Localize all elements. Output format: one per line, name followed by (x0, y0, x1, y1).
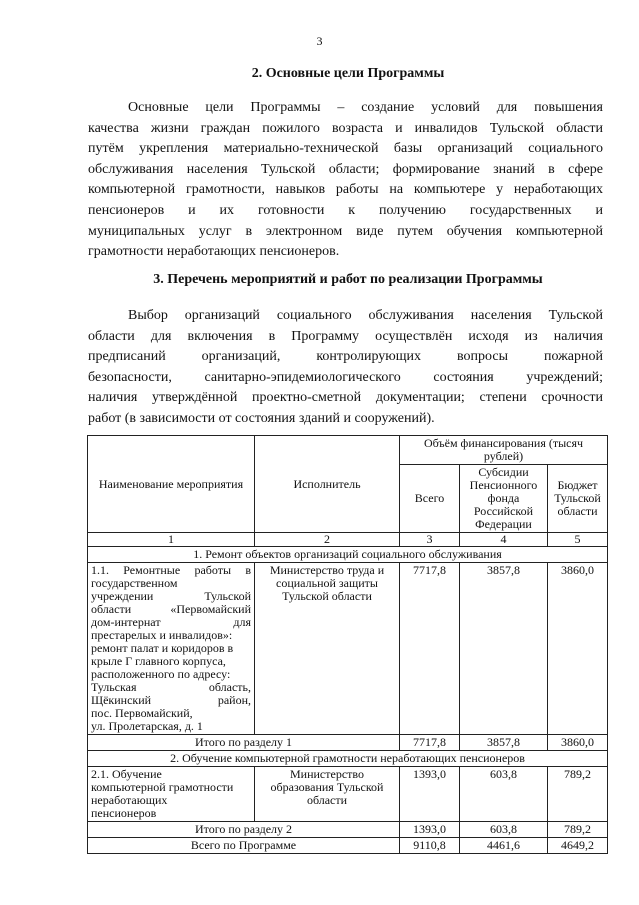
subtotal-row (88, 822, 608, 838)
activity-name-line: дом-интернат для (91, 615, 251, 629)
subtotal-pension-fund: 3857,8 (460, 735, 548, 751)
activity-name-line: престарелых и инвалидов»: (91, 628, 233, 642)
activity-name-line: учреждении Тульской (91, 589, 251, 603)
activity-name-line: 1.1. Ремонтные работы в (91, 563, 251, 577)
activity-name-line: Тульская область, (91, 680, 251, 694)
activity-executor: Министерство труда и социальной защиты Тульской области (255, 563, 400, 735)
text-line: работ (в зависимости от состояния зданий и сооружений). (88, 410, 435, 426)
activity-name-line: 2.1. Обучение (91, 767, 162, 781)
activity-executor: Министерство образования Тульской области (255, 767, 400, 822)
activity-name-line: крыле Г главного корпуса, (91, 654, 226, 668)
activity-name-line: ремонт палат и коридоров в (91, 641, 234, 655)
text-line: пенсионеров и их готовности к получению государственных и (88, 202, 603, 218)
header-executor: Исполнитель (255, 436, 400, 533)
activity-name-line: расположенного по адресу: (91, 667, 231, 681)
text-line: Выбор организаций социального обслуживания населения Тульской (128, 308, 603, 323)
subtotal-label: Итого по разделу 1 (88, 735, 400, 751)
table-row (88, 767, 608, 822)
activity-total: 7717,8 (400, 563, 460, 735)
activity-name-line: области «Первомайский (91, 602, 251, 616)
column-number: 2 (255, 533, 400, 547)
subtotal-total: 7717,8 (400, 735, 460, 751)
section-title-row (88, 751, 608, 767)
text-line: безопасности, санитарно-эпидемиологического состояния учреждений; (88, 369, 603, 385)
text-line: качества жизни граждан пожилого возраста и инвалидов Тульской области (88, 120, 603, 136)
section-3-paragraph (88, 306, 603, 430)
activity-pension-fund: 3857,8 (460, 563, 548, 735)
text-line: обслуживания населения Тульской области; формирование знаний в сфере (88, 161, 603, 177)
program-activities-table (87, 435, 608, 854)
text-line: путём укрепления материально-технической базы организаций социального (88, 141, 603, 157)
activity-name-line: компьютерной грамотности (91, 780, 234, 794)
subtotal-pension-fund: 603,8 (460, 822, 548, 838)
subtotal-row (88, 735, 608, 751)
section-title-row (88, 547, 608, 563)
column-number: 4 (460, 533, 548, 547)
table-header-row (88, 436, 608, 465)
grand-total-label: Всего по Программе (88, 838, 400, 854)
activity-name-line: пос. Первомайский, (91, 706, 193, 720)
page-number: 3 (316, 34, 323, 48)
text-line: муниципальных услуг в электронном виде путем обучения компьютерной (88, 223, 603, 239)
activity-pension-fund: 603,8 (460, 767, 548, 822)
section-2-paragraph (88, 98, 603, 263)
text-line: Основные цели Программы – создание условий для повышения (128, 100, 603, 115)
column-number: 5 (548, 533, 608, 547)
text-line: компьютерной грамотности, навыков работы на компьютере у неработающих (88, 182, 603, 198)
text-line: грамотности неработающих пенсионеров. (88, 244, 340, 260)
header-total: Всего (400, 465, 460, 533)
grand-total-total: 9110,8 (400, 838, 460, 854)
text-line: наличия утверждённой проектно-сметной документации; степени срочности (88, 390, 603, 406)
activity-name-line: ул. Пролетарская, д. 1 (91, 719, 203, 733)
activity-name (88, 767, 255, 822)
activity-name-line: государственном (91, 576, 178, 590)
section-title: 1. Ремонт объектов организаций социального обслуживания (88, 547, 608, 563)
table-row (88, 563, 608, 735)
activity-name-line: пенсионеров (91, 806, 157, 820)
header-pension-fund: Субсидии Пенсионного фонда Российской Федерации (460, 465, 548, 533)
subtotal-budget: 3860,0 (548, 735, 608, 751)
activity-name-line: Щёкинский район, (91, 693, 251, 707)
grand-total-budget: 4649,2 (548, 838, 608, 854)
header-budget: Бюджет Тульской области (548, 465, 608, 533)
activity-name-line: неработающих (91, 793, 168, 807)
header-name: Наименование мероприятия (88, 436, 255, 533)
header-funding: Объём финансирования (тысяч рублей) (400, 436, 608, 465)
column-number-row (88, 533, 608, 547)
column-number: 1 (88, 533, 255, 547)
activity-budget: 3860,0 (548, 563, 608, 735)
grand-total-pension-fund: 4461,6 (460, 838, 548, 854)
subtotal-total: 1393,0 (400, 822, 460, 838)
section-3-heading: 3. Перечень мероприятий и работ по реализации Программы (153, 272, 543, 287)
activity-budget: 789,2 (548, 767, 608, 822)
activity-total: 1393,0 (400, 767, 460, 822)
activity-name (88, 563, 255, 735)
section-title: 2. Обучение компьютерной грамотности неработающих пенсионеров (88, 751, 608, 767)
subtotal-label: Итого по разделу 2 (88, 822, 400, 838)
text-line: области для включения в Программу осуществлён исходя из наличия (88, 328, 603, 344)
text-line: предписаний организаций, контролирующих вопросы пожарной (88, 349, 603, 365)
column-number: 3 (400, 533, 460, 547)
grand-total-row (88, 838, 608, 854)
subtotal-budget: 789,2 (548, 822, 608, 838)
section-2-heading: 2. Основные цели Программы (251, 66, 445, 81)
